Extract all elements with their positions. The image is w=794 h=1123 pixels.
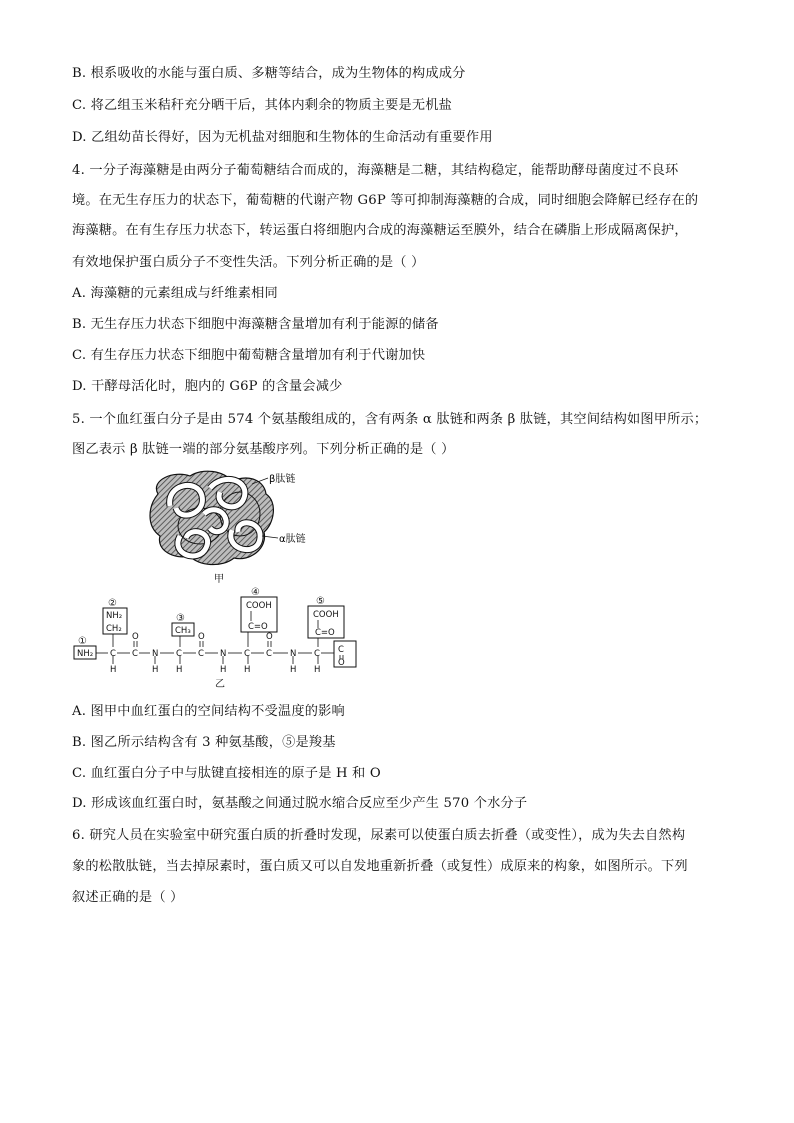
q6-stem-line-2: 象的松散肽链，当去掉尿素时，蛋白质又可以自发地重新折叠（或复性）成原来的构象，如图所示。下列: [72, 859, 688, 874]
q4-option-a: A. 海藻糖的元素组成与纤维素相同: [72, 286, 278, 301]
hydrogen-7: H: [314, 665, 321, 675]
side-chain-co-5: C=O: [315, 628, 335, 638]
hydrogen-2: H: [152, 665, 159, 675]
q5-option-b: B. 图乙所示结构含有 3 种氨基酸，⑤是羧基: [72, 735, 336, 750]
hydrogen-3: H: [176, 665, 183, 675]
alpha-chain-label: α肽链: [279, 534, 306, 545]
q3-option-b: B. 根系吸收的水能与蛋白质、多糖等结合，成为生物体的构成成分: [72, 66, 466, 81]
hydrogen-6: H: [290, 665, 297, 675]
hydrogen-5: H: [244, 665, 251, 675]
backbone-c6: C: [266, 649, 272, 659]
side-chain-nh2: NH₂: [106, 611, 123, 621]
q5-stem-line-2: 图乙表示 β 肽链一端的部分氨基酸序列。下列分析正确的是（ ）: [72, 442, 455, 457]
q4-option-b: B. 无生存压力状态下细胞中海藻糖含量增加有利于能源的储备: [72, 317, 439, 332]
hemoglobin-structure-figure: [140, 466, 320, 588]
marker-5: ⑤: [316, 596, 325, 607]
carbonyl-o-1: O: [132, 632, 139, 642]
carbonyl-o-2: O: [198, 632, 205, 642]
backbone-c7: C: [314, 649, 320, 659]
backbone-c1: C: [110, 649, 116, 659]
backbone-c2: C: [132, 649, 138, 659]
q5-option-d: D. 形成该血红蛋白时，氨基酸之间通过脱水缩合反应至少产生 570 个水分子: [72, 796, 528, 811]
q4-stem-line-4: 有效地保护蛋白质分子不变性失活。下列分析正确的是（ ）: [72, 255, 425, 270]
peptide-sequence-figure: [72, 586, 372, 688]
backbone-n1: N: [152, 649, 159, 659]
figure-yi-caption: 乙: [215, 679, 225, 688]
marker-1: ①: [78, 636, 87, 647]
side-chain-cooh-4: COOH: [246, 601, 272, 611]
backbone-c4: C: [198, 649, 204, 659]
marker-2: ②: [108, 598, 117, 609]
q5-stem-line-1: 5. 一个血红蛋白分子是由 574 个氨基酸组成的，含有两条 α 肽链和两条 β 肽链，其空间结构如图甲所示；: [72, 412, 708, 427]
carbonyl-o-3: O: [266, 632, 273, 642]
backbone-n2: N: [220, 649, 227, 659]
backbone-c5: C: [244, 649, 250, 659]
side-chain-ch2: CH₂: [106, 624, 122, 634]
q3-option-c: C. 将乙组玉米秸秆充分晒干后，其体内剩余的物质主要是无机盐: [72, 98, 453, 113]
q4-option-c: C. 有生存压力状态下细胞中葡萄糖含量增加有利于代谢加快: [72, 348, 426, 363]
beta-chain-label: β肽链: [269, 474, 296, 485]
q5-option-c: C. 血红蛋白分子中与肽键直接相连的原子是 H 和 O: [72, 766, 381, 781]
marker-4: ④: [251, 587, 260, 598]
q4-stem-line-2: 境。在无生存压力的状态下，葡萄糖的代谢产物 G6P 等可抑制海藻糖的合成，同时细胞会降解已经存在的: [72, 193, 699, 208]
figure-jia-caption: 甲: [214, 574, 224, 585]
q4-stem-line-1: 4. 一分子海藻糖是由两分子葡萄糖结合而成的，海藻糖是二糖，其结构稳定，能帮助酵母菌度过不良环: [72, 163, 679, 178]
backbone-c3: C: [176, 649, 182, 659]
amino-group: NH₂: [77, 649, 94, 659]
q6-stem-line-1: 6. 研究人员在实验室中研究蛋白质的折叠时发现，尿素可以使蛋白质去折叠（或变性），成为失去自然构: [72, 828, 686, 843]
q6-stem-line-3: 叙述正确的是（ ）: [72, 890, 184, 905]
backbone-c8: C: [338, 645, 344, 655]
hydrogen-1: H: [110, 665, 117, 675]
q4-option-d: D. 干酵母活化时，胞内的 G6P 的含量会减少: [72, 379, 343, 394]
marker-3: ③: [176, 613, 185, 624]
hydrogen-4: H: [220, 665, 227, 675]
side-chain-cooh-5: COOH: [313, 610, 339, 620]
q3-option-d: D. 乙组幼苗长得好，因为无机盐对细胞和生物体的生命活动有重要作用: [72, 130, 493, 145]
side-chain-ch3: CH₃: [175, 626, 191, 636]
q5-option-a: A. 图甲中血红蛋白的空间结构不受温度的影响: [72, 704, 345, 719]
carbonyl-o-4: O: [338, 658, 345, 668]
backbone-n3: N: [290, 649, 297, 659]
q4-stem-line-3: 海藻糖。在有生存压力状态下，转运蛋白将细胞内合成的海藻糖运至膜外，结合在磷脂上形成隔离保护，: [72, 223, 688, 238]
side-chain-co-4: C=O: [248, 622, 268, 632]
